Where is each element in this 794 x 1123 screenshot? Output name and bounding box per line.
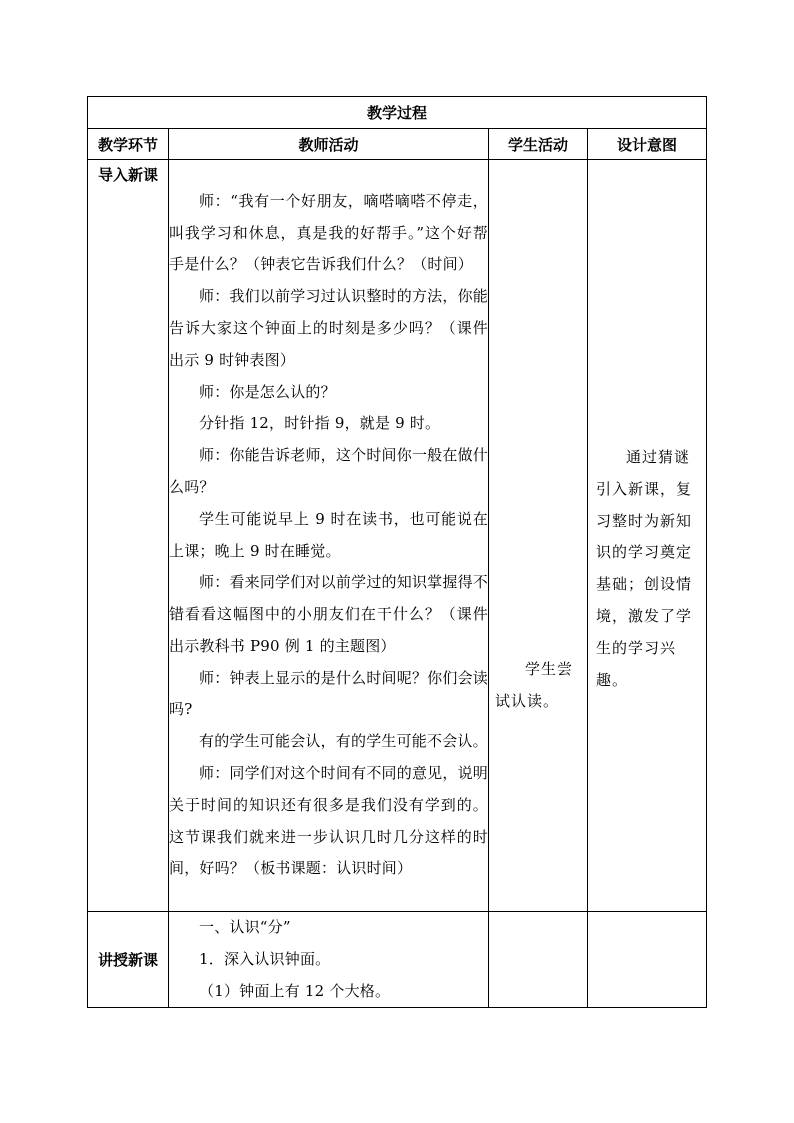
header-design-intent: 设计意图 — [588, 129, 707, 160]
header-student-activity: 学生活动 — [489, 129, 588, 160]
stage-label-teach: 讲授新课 — [88, 912, 169, 1008]
teacher-paragraph: 有的学生可能会认，有的学生可能不会认。 — [199, 732, 488, 751]
design-intent-teach — [588, 912, 707, 1008]
teacher-paragraph: 1．深入认识钟面。 — [199, 949, 331, 968]
teacher-paragraph: 师：你能告诉老师，这个时间你一般在做什么吗？ — [169, 446, 488, 496]
teacher-paragraph: 分针指 12，时针指 9，就是 9 时。 — [199, 414, 441, 433]
teacher-paragraph: 一、认识“分” — [199, 918, 291, 936]
teacher-paragraph: 师：同学们对这个时间有不同的意见，说明关于时间的知识还有很多是我们没有学到的。这节课我们就来进一步认识几时几分这样的时间，好吗？（板书课题：认识时间） — [169, 764, 488, 878]
teacher-activity-intro — [169, 160, 489, 912]
teacher-paragraph: 学生可能说早上 9 时在读书，也可能说在上课；晚上 9 时在睡觉。 — [169, 509, 488, 560]
table-row — [88, 912, 707, 1008]
teacher-paragraph: （1）钟面上有 12 个大格。 — [199, 981, 391, 1000]
teacher-paragraph: 师：“我有一个好朋友，嘀嗒嘀嗒不停走，叫我学习和休息，真是我的好帮手。”这个好帮手是什么？（钟表它告诉我们什么？（时间） — [169, 191, 488, 274]
header-stage: 教学环节 — [88, 129, 169, 160]
teacher-activity-teach — [169, 912, 489, 1008]
design-intent-intro — [588, 160, 707, 912]
table-title: 教学过程 — [88, 97, 707, 129]
teaching-process-table — [87, 96, 707, 1008]
table-row — [88, 160, 707, 912]
design-intent-text: 通过猜谜引入新课，复习整时为新知识的学习奠定基础；创设情境，激发了学生的学习兴趣。 — [596, 448, 693, 689]
teacher-paragraph: 师：你是怎么认的？ — [199, 382, 336, 401]
teacher-paragraph: 师：看来同学们对以前学过的知识掌握得不错看看这幅图中的小朋友们在干什么？（课件出示教科书 P90 例 1 的主题图） — [169, 573, 488, 655]
student-activity-text: 学生尝试认读。 — [495, 660, 574, 710]
teacher-paragraph: 师：钟表上显示的是什么时间呢？你们会读吗? — [169, 668, 488, 719]
student-activity-intro — [489, 160, 588, 912]
student-activity-teach — [489, 912, 588, 1008]
stage-label-intro: 导入新课 — [88, 160, 169, 912]
teacher-paragraph: 师：我们以前学习过认识整时的方法，你能告诉大家这个钟面上的时刻是多少吗？（课件出示 9 时钟表图） — [169, 287, 488, 369]
header-teacher-activity: 教师活动 — [169, 129, 489, 160]
